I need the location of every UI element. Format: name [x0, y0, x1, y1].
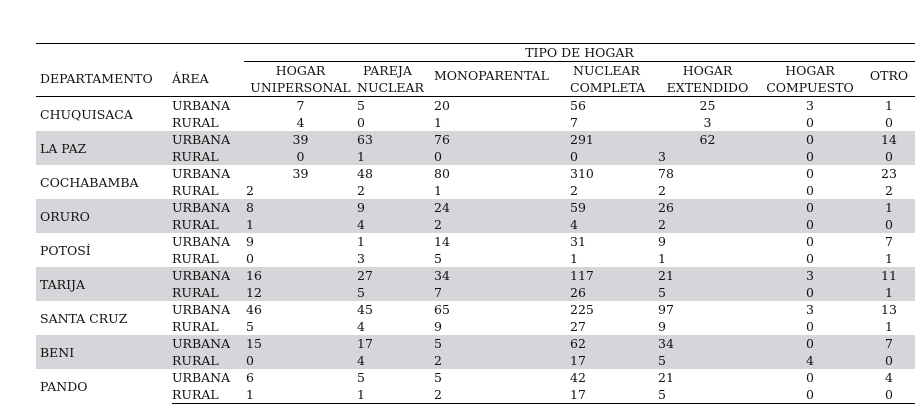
- value-cell: 3: [806, 302, 814, 317]
- value-cell: 0: [757, 335, 863, 352]
- value-cell: 6: [246, 370, 254, 385]
- value-cell: 1: [885, 98, 893, 113]
- value-cell: 4: [885, 370, 893, 385]
- value-cell: 17: [357, 335, 434, 352]
- value-cell: 0: [806, 319, 814, 334]
- value-cell: 1: [357, 234, 365, 249]
- value-cell: 56: [570, 98, 586, 113]
- value-cell: 0: [244, 352, 357, 369]
- area-cell: URBANA: [172, 335, 244, 352]
- value-cell: 2: [885, 183, 893, 198]
- header-line2: COMPUESTO: [766, 80, 854, 95]
- area-cell: URBANA: [172, 166, 231, 181]
- department-name: PANDO: [40, 378, 88, 394]
- area-cell: URBANA: [172, 199, 244, 216]
- header-monoparental: [434, 62, 570, 97]
- group-header-row: [36, 44, 915, 62]
- header-hogar-compuesto: [757, 62, 863, 97]
- department-name: COCHABAMBA: [40, 174, 139, 190]
- value-cell: 17: [570, 386, 658, 404]
- value-cell: 0: [757, 284, 863, 301]
- value-cell: 76: [434, 131, 570, 148]
- value-cell: 1: [863, 199, 915, 216]
- table-body: [36, 97, 915, 404]
- value-cell: 3: [658, 148, 757, 165]
- area-cell: RURAL: [172, 183, 219, 198]
- value-cell: 1: [863, 284, 915, 301]
- value-cell: 5: [357, 370, 365, 385]
- header-line2: OTRO: [869, 67, 909, 83]
- area-cell: RURAL: [172, 284, 244, 301]
- table-row: [36, 369, 915, 386]
- area-cell: RURAL: [172, 216, 244, 233]
- value-cell: 17: [570, 352, 658, 369]
- value-cell: 310: [570, 166, 594, 181]
- value-cell: 97: [658, 302, 674, 317]
- value-cell: 1: [357, 148, 434, 165]
- area-cell: URBANA: [172, 234, 231, 249]
- value-cell: 4: [357, 352, 434, 369]
- header-departamento: DEPARTAMENTO: [36, 62, 172, 97]
- value-cell: 0: [757, 131, 863, 148]
- value-cell: 4: [357, 319, 365, 334]
- area-cell: URBANA: [172, 302, 231, 317]
- department-name: ORURO: [36, 199, 172, 233]
- value-cell: 14: [863, 131, 915, 148]
- table-row: [36, 335, 915, 352]
- value-cell: 63: [357, 131, 434, 148]
- value-cell: 2: [570, 183, 578, 198]
- value-cell: 5: [434, 335, 570, 352]
- table-row: [36, 233, 915, 250]
- value-cell: 5: [357, 284, 434, 301]
- value-cell: 1: [244, 386, 357, 404]
- header-line2: MONOPARENTAL: [434, 67, 549, 83]
- value-cell: 21: [658, 267, 757, 284]
- value-cell: 46: [246, 302, 262, 317]
- value-cell: 4: [570, 216, 658, 233]
- value-cell: 2: [434, 352, 570, 369]
- value-cell: 12: [244, 284, 357, 301]
- header-line1: HOGAR: [785, 63, 835, 78]
- value-cell: 45: [357, 302, 373, 317]
- value-cell: 4: [296, 115, 305, 130]
- value-cell: 7: [434, 284, 570, 301]
- value-cell: 0: [757, 216, 863, 233]
- value-cell: 225: [570, 302, 594, 317]
- header-line1: HOGAR: [682, 63, 733, 78]
- table-row: [36, 301, 915, 318]
- value-cell: 0: [244, 148, 357, 165]
- value-cell: 2: [434, 216, 570, 233]
- value-cell: 24: [434, 199, 570, 216]
- header-line2: NUCLEAR: [357, 80, 424, 95]
- table-row: [36, 131, 915, 148]
- value-cell: 0: [757, 148, 863, 165]
- group-header-title: TIPO DE HOGAR: [244, 44, 915, 62]
- value-cell: 0: [863, 386, 915, 404]
- value-cell: 62: [570, 335, 658, 352]
- value-cell: 0: [357, 115, 365, 130]
- value-cell: 9: [246, 234, 254, 249]
- area-cell: RURAL: [172, 148, 244, 165]
- value-cell: 78: [658, 166, 674, 181]
- department-name: CHUQUISACA: [40, 106, 133, 122]
- value-cell: 1: [885, 251, 893, 266]
- header-area: ÁREA: [172, 62, 244, 97]
- header-line2: UNIPERSONAL: [250, 80, 351, 95]
- value-cell: 39: [292, 166, 309, 181]
- value-cell: 0: [806, 251, 814, 266]
- value-cell: 23: [881, 166, 897, 181]
- table-row: [36, 267, 915, 284]
- value-cell: 0: [434, 148, 570, 165]
- value-cell: 2: [434, 386, 570, 404]
- area-cell: RURAL: [172, 115, 219, 130]
- value-cell: 80: [434, 166, 450, 181]
- value-cell: 4: [757, 352, 863, 369]
- area-cell: RURAL: [172, 319, 219, 334]
- value-cell: 0: [863, 148, 915, 165]
- area-cell: RURAL: [172, 386, 244, 404]
- value-cell: 59: [570, 199, 658, 216]
- department-name: BENI: [36, 335, 172, 369]
- value-cell: 65: [434, 302, 450, 317]
- header-otro: [863, 62, 915, 97]
- value-cell: 1: [434, 115, 442, 130]
- area-cell: URBANA: [172, 267, 244, 284]
- value-cell: 62: [658, 131, 757, 148]
- value-cell: 9: [434, 319, 442, 334]
- value-cell: 8: [244, 199, 357, 216]
- value-cell: 0: [885, 115, 893, 130]
- value-cell: 1: [658, 251, 666, 266]
- header-pareja-nuclear: [357, 62, 434, 97]
- department-name: TARIJA: [36, 267, 172, 301]
- value-cell: 9: [658, 319, 666, 334]
- value-cell: 34: [658, 335, 757, 352]
- table-row: [36, 97, 915, 115]
- value-cell: 0: [570, 148, 658, 165]
- area-cell: URBANA: [172, 370, 231, 385]
- value-cell: 0: [757, 386, 863, 404]
- value-cell: 5: [658, 284, 757, 301]
- value-cell: 5: [246, 319, 254, 334]
- value-cell: 0: [863, 352, 915, 369]
- value-cell: 25: [699, 98, 716, 113]
- value-cell: 3: [703, 115, 712, 130]
- value-cell: 3: [757, 267, 863, 284]
- value-cell: 26: [658, 199, 757, 216]
- value-cell: 14: [434, 234, 450, 249]
- value-cell: 42: [570, 370, 586, 385]
- area-cell: URBANA: [172, 131, 244, 148]
- value-cell: 11: [863, 267, 915, 284]
- value-cell: 0: [806, 115, 814, 130]
- department-name: LA PAZ: [36, 131, 172, 165]
- value-cell: 7: [296, 98, 305, 113]
- header-hogar-extendido: [658, 62, 757, 97]
- header-line2: COMPLETA: [570, 80, 646, 95]
- value-cell: 9: [357, 199, 434, 216]
- value-cell: 117: [570, 267, 658, 284]
- table-row: [36, 165, 915, 182]
- header-line1: HOGAR: [275, 63, 326, 78]
- value-cell: 2: [658, 216, 757, 233]
- header-line1: NUCLEAR: [573, 63, 640, 78]
- value-cell: 3: [806, 98, 814, 113]
- value-cell: 1: [570, 251, 578, 266]
- value-cell: 0: [806, 183, 814, 198]
- value-cell: 2: [246, 183, 254, 198]
- header-line2: EXTENDIDO: [666, 80, 749, 95]
- value-cell: 9: [658, 234, 666, 249]
- value-cell: 7: [885, 234, 893, 249]
- value-cell: 0: [863, 216, 915, 233]
- value-cell: 16: [244, 267, 357, 284]
- value-cell: 1: [357, 386, 434, 404]
- value-cell: 27: [357, 267, 434, 284]
- table-row: [36, 199, 915, 216]
- value-cell: 2: [357, 183, 365, 198]
- value-cell: 13: [881, 302, 897, 317]
- value-cell: 21: [658, 370, 674, 385]
- value-cell: 7: [570, 115, 578, 130]
- header-line1: PAREJA: [363, 63, 412, 78]
- value-cell: 26: [570, 284, 658, 301]
- area-cell: RURAL: [172, 251, 219, 266]
- value-cell: 1: [885, 319, 893, 334]
- department-name: SANTA CRUZ: [40, 310, 128, 326]
- value-cell: 20: [434, 98, 450, 113]
- value-cell: 0: [806, 370, 814, 385]
- group-header-spacer: [36, 44, 244, 62]
- value-cell: 1: [434, 183, 442, 198]
- value-cell: 48: [357, 166, 373, 181]
- value-cell: 5: [658, 352, 757, 369]
- value-cell: 27: [570, 319, 586, 334]
- value-cell: 0: [757, 199, 863, 216]
- value-cell: 2: [658, 183, 666, 198]
- value-cell: 34: [434, 267, 570, 284]
- value-cell: 31: [570, 234, 586, 249]
- value-cell: 15: [244, 335, 357, 352]
- value-cell: 291: [570, 131, 658, 148]
- value-cell: 39: [244, 131, 357, 148]
- value-cell: 1: [244, 216, 357, 233]
- value-cell: 5: [658, 386, 757, 404]
- value-cell: 0: [806, 234, 814, 249]
- value-cell: 7: [863, 335, 915, 352]
- header-hogar-unipersonal: [244, 62, 357, 97]
- household-type-table: [36, 43, 915, 404]
- header-nuclear-completa: [570, 62, 658, 97]
- area-cell: URBANA: [172, 98, 231, 113]
- value-cell: 4: [357, 216, 434, 233]
- value-cell: 5: [357, 98, 365, 113]
- value-cell: 0: [246, 251, 254, 266]
- value-cell: 5: [434, 370, 442, 385]
- value-cell: 5: [434, 251, 442, 266]
- value-cell: 3: [357, 251, 365, 266]
- column-header-row: [36, 62, 915, 97]
- value-cell: 0: [806, 166, 814, 181]
- area-cell: RURAL: [172, 352, 244, 369]
- department-name: POTOSÍ: [40, 242, 91, 258]
